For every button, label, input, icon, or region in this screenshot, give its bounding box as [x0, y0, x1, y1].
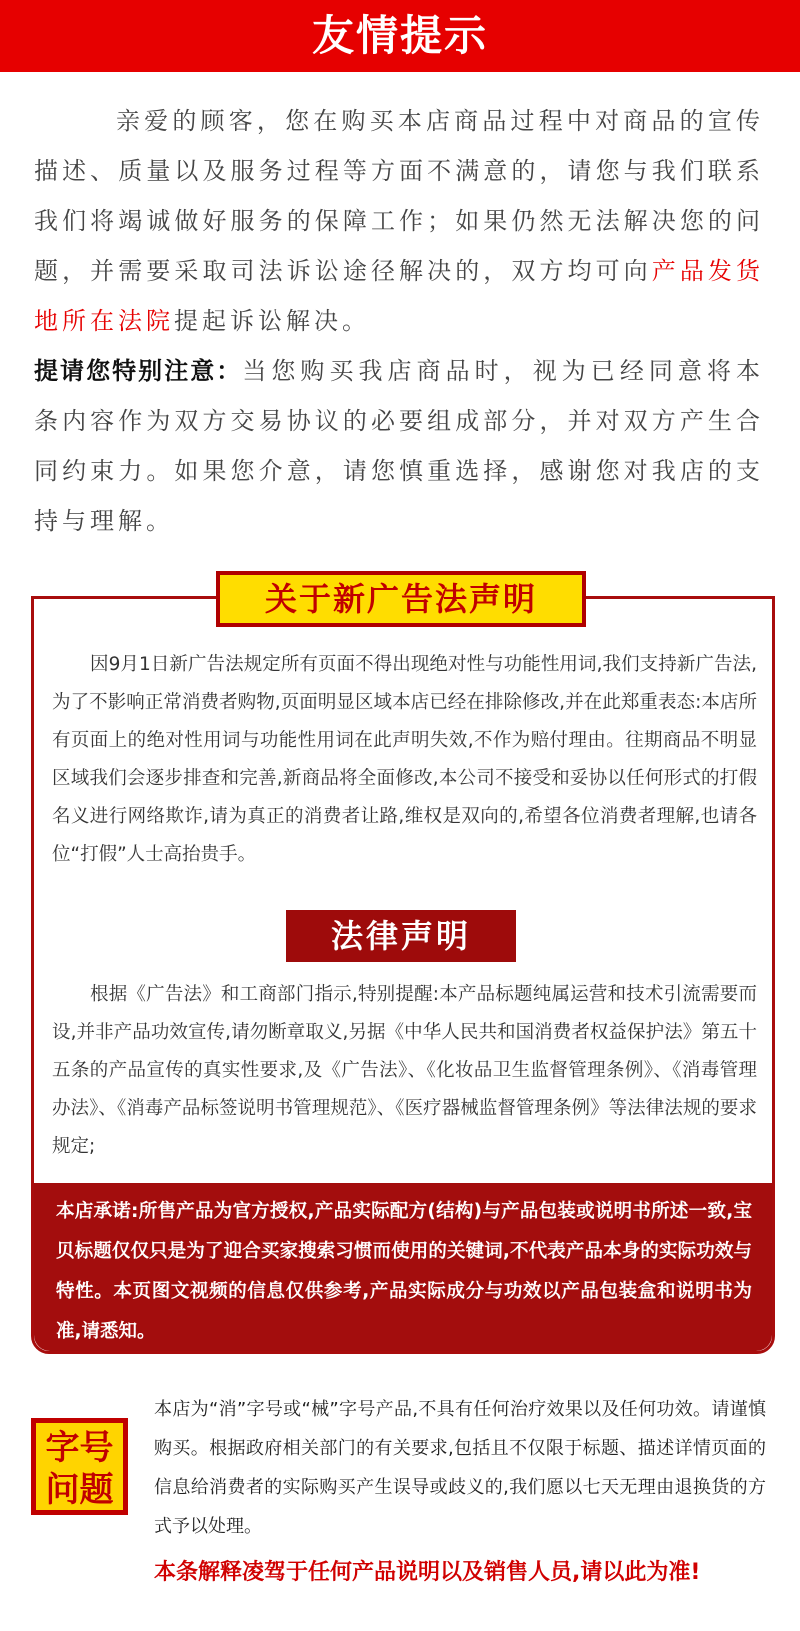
reminder-text: 亲爱的顾客，您在购买本店商品过程中对商品的宣传描述、质量以及服务过程等方面不满意的，请您与我们联系我们将竭诚做好服务的保障工作；如果仍然无法解决您的问题，并需要采取司法诉讼途径解决的，双方均可向	[34, 107, 764, 285]
final-interpretation-note: 本条解释凌驾于任何产品说明以及销售人员,请以此为准!	[154, 1560, 701, 1585]
legal-statement	[52, 976, 757, 1166]
ad-law-title: 关于新广告法声明	[216, 571, 586, 627]
badge-line-2: 问题	[45, 1470, 114, 1510]
store-promise-box: 本店承诺:所售产品为官方授权,产品实际配方(结构)与产品包装或说明书所述一致,宝贝标题仅仅只是为了迎合买家搜索习惯而使用的关键词,不代表产品本身的实际功效与特性。本页图文视频的信息仅供参考,产品实际成分与功效以产品包装盒和说明书为准,请悉知。	[34, 1183, 772, 1351]
badge-line-1: 字号	[45, 1428, 114, 1468]
legal-paragraph: 根据《广告法》和工商部门指示,特别提醒:本产品标题纯属运营和技术引流需要而设,并非产品功效宣传,请勿断章取义,另据《中华人民共和国消费者权益保护法》第五十五条的产品宣传的真实性要求,及《广告法》、《化妆品卫生监督管理条例》、《消毒管理办法》、《消毒产品标签说明书管理规范》、《医疗器械监督管理条例》等法律法规的要求规定;	[52, 984, 757, 1157]
special-notice-label: 提请您特别注意：	[34, 357, 243, 385]
ad-law-paragraph: 因9月1日新广告法规定所有页面不得出现绝对性与功能性用词,我们支持新广告法,为了不影响正常消费者购物,页面明显区域本店已经在排除修改,并在此郑重表态:本店所有页面上的绝对性用词与功能性用词在此声明失效,不作为赔付理由。往期商品不明显区域我们会逐步排查和完善,新商品将全面修改,本公司不接受和妥协以任何形式的打假名义进行网络欺诈,请为真正的消费者让路,维权是双向的,希望各位消费者理解,也请各位“打假”人士高抬贵手。	[52, 654, 757, 865]
court-location-highlight: 产品发货地所在法院	[34, 257, 765, 335]
trademark-issue-badge	[31, 1418, 128, 1515]
ad-law-statement	[52, 646, 757, 874]
special-notice-text: 当您购买我店商品时，视为已经同意将本条内容作为双方交易协议的必要组成部分，并对双方产生合同约束力。如果您介意，请您慎重选择，感谢您对我店的支持与理解。	[34, 357, 765, 535]
trademark-notice: 本店为“消”字号或“械”字号产品,不具有任何治疗效果以及任何功效。请谨慎购买。根据政府相关部门的有关要求,包括且不仅限于标题、描述详情页面的信息给消费者的实际购买产生误导或歧义的,我们愿以七天无理由退换货的方式予以处理。	[154, 1399, 766, 1537]
page-title: 友情提示	[0, 0, 800, 72]
legal-statement-title: 法律声明	[286, 910, 516, 962]
friendly-reminder-section	[34, 96, 764, 546]
reminder-paragraph	[34, 96, 764, 346]
special-notice-paragraph	[34, 346, 764, 546]
reminder-ending: 提起诉讼解决。	[174, 307, 370, 335]
